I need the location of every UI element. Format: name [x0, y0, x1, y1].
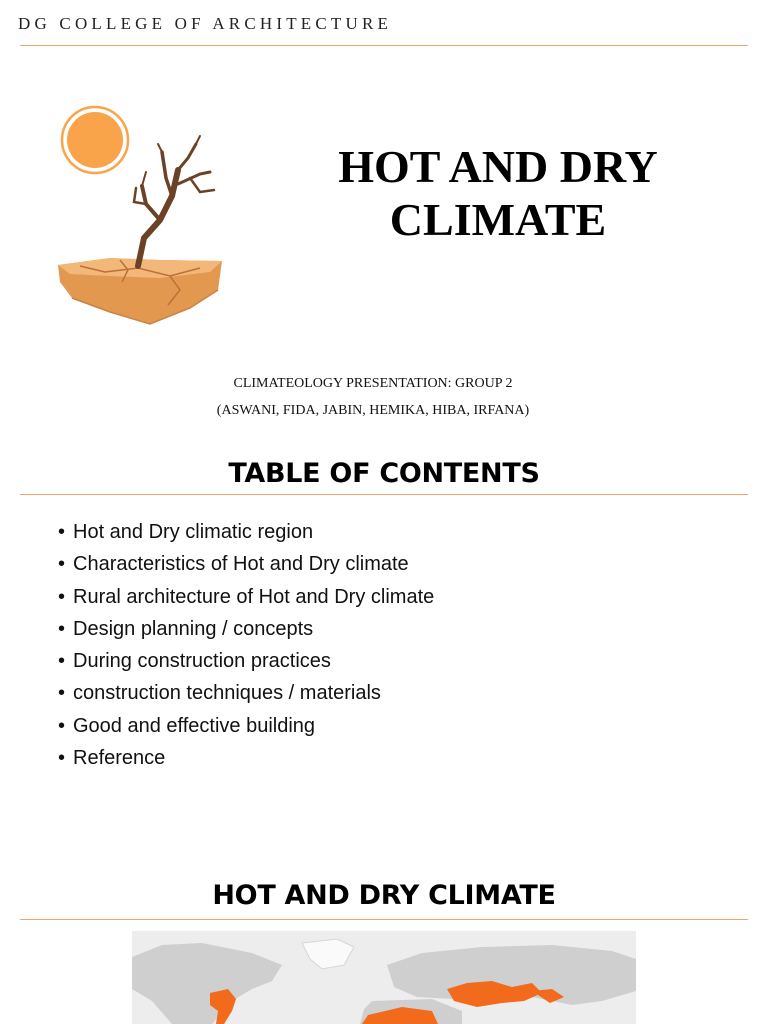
title-line-1: HOT AND DRY: [338, 141, 658, 192]
sun-icon: [62, 107, 128, 173]
group-members: (ASWANI, FIDA, JABIN, HEMIKA, HIBA, IRFANA): [216, 403, 530, 418]
toc-item: [58, 677, 434, 709]
toc-list: [58, 516, 434, 774]
world-map: [132, 931, 636, 1024]
toc-item: [58, 581, 434, 613]
college-name: DG COLLEGE OF ARCHITECTURE: [18, 14, 393, 33]
desert-illustration: [50, 100, 230, 330]
bullet-icon: •: [58, 747, 66, 770]
world-map-icon: [132, 931, 636, 1024]
presentation-title: [300, 140, 696, 246]
section-heading: HOT AND DRY CLIMATE: [212, 880, 556, 911]
bullet-icon: •: [58, 617, 66, 640]
toc-item: [58, 742, 434, 774]
presentation-subtitle: CLIMATEOLOGY PRESENTATION: GROUP 2: [233, 376, 513, 391]
toc-item-text: During construction practices: [73, 650, 331, 673]
toc-item-text: Characteristics of Hot and Dry climate: [73, 553, 409, 576]
header-divider: [20, 45, 748, 46]
toc-item: [58, 645, 434, 677]
bullet-icon: •: [58, 682, 66, 705]
bullet-icon: •: [58, 521, 66, 543]
toc-item: [58, 516, 434, 548]
toc-item-text: Reference: [73, 747, 166, 770]
toc-item: [58, 710, 434, 742]
toc-item: [58, 613, 434, 645]
toc-item: [58, 548, 434, 580]
toc-item-text: Design planning / concepts: [73, 617, 314, 640]
toc-item-text: Rural architecture of Hot and Dry climate: [73, 585, 435, 608]
bullet-icon: •: [58, 650, 66, 673]
bullet-icon: •: [58, 553, 66, 576]
dead-tree-icon: [134, 136, 214, 266]
toc-divider: [20, 494, 748, 495]
toc-item-text: construction techniques / materials: [73, 682, 381, 705]
bullet-icon: •: [58, 714, 66, 737]
toc-item-text: Good and effective building: [73, 714, 316, 737]
bullet-icon: •: [58, 585, 66, 608]
toc-heading: TABLE OF CONTENTS: [228, 458, 540, 489]
title-line-2: CLIMATE: [389, 194, 607, 245]
section-divider: [20, 919, 748, 920]
toc-item-text: Hot and Dry climatic region: [73, 521, 314, 543]
